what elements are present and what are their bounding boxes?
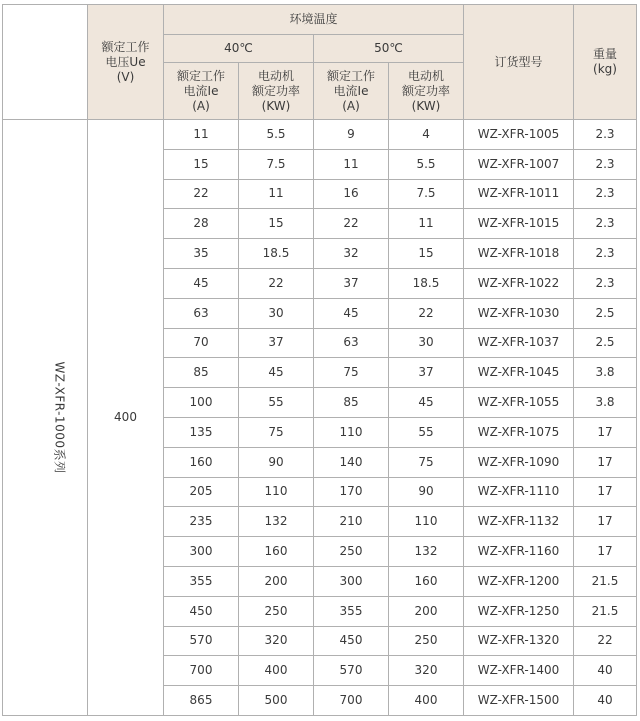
weight-cell: 21.5	[574, 566, 637, 596]
model-cell: WZ-XFR-1132	[464, 507, 574, 537]
weight-cell: 40	[574, 686, 637, 716]
weight-cell: 2.3	[574, 239, 637, 269]
ambient-temp-header	[164, 5, 464, 35]
power-50-cell: 4	[389, 120, 464, 150]
model-cell: WZ-XFR-1007	[464, 149, 574, 179]
current-50-cell: 570	[314, 656, 389, 686]
power-50-cell: 15	[389, 239, 464, 269]
model-cell: WZ-XFR-1011	[464, 179, 574, 209]
model-cell: WZ-XFR-1037	[464, 328, 574, 358]
weight-cell: 40	[574, 656, 637, 686]
weight-cell: 3.8	[574, 358, 637, 388]
weight-cell: 17	[574, 447, 637, 477]
power-50-cell: 132	[389, 537, 464, 567]
model-cell: WZ-XFR-1200	[464, 566, 574, 596]
current-40-cell: 63	[164, 298, 239, 328]
current-40-cell: 28	[164, 209, 239, 239]
current-50-cell: 32	[314, 239, 389, 269]
power-50-cell: 160	[389, 566, 464, 596]
order-no-header	[464, 5, 574, 120]
model-cell: WZ-XFR-1075	[464, 417, 574, 447]
power-50-cell: 30	[389, 328, 464, 358]
power-50-cell: 75	[389, 447, 464, 477]
power-50-cell: 90	[389, 477, 464, 507]
series-header-cell	[3, 5, 88, 120]
power-40-cell: 110	[239, 477, 314, 507]
current-40-cell: 235	[164, 507, 239, 537]
model-cell: WZ-XFR-1055	[464, 388, 574, 418]
table-row	[3, 120, 637, 150]
power-40-cell: 160	[239, 537, 314, 567]
current-50-cell: 11	[314, 149, 389, 179]
current-50-cell: 450	[314, 626, 389, 656]
power-50-cell: 200	[389, 596, 464, 626]
current-50-cell: 700	[314, 686, 389, 716]
model-cell: WZ-XFR-1250	[464, 596, 574, 626]
model-cell: WZ-XFR-1400	[464, 656, 574, 686]
ambient-temp-label: 环境温度	[289, 12, 338, 26]
current-40-cell: 570	[164, 626, 239, 656]
current-50-cell: 16	[314, 179, 389, 209]
power-40-cell: 22	[239, 268, 314, 298]
current-50-cell: 45	[314, 298, 389, 328]
temp-50-header	[314, 35, 464, 63]
current-40-label: 额定工作 电流Ie (A)	[176, 68, 225, 113]
weight-cell: 17	[574, 537, 637, 567]
current-40-cell: 70	[164, 328, 239, 358]
model-cell: WZ-XFR-1500	[464, 686, 574, 716]
power-40-cell: 30	[239, 298, 314, 328]
current-40-cell: 135	[164, 417, 239, 447]
weight-cell: 17	[574, 477, 637, 507]
current-50-cell: 300	[314, 566, 389, 596]
model-cell: WZ-XFR-1320	[464, 626, 574, 656]
voltage-header	[88, 5, 164, 120]
power-50-cell: 18.5	[389, 268, 464, 298]
model-cell: WZ-XFR-1015	[464, 209, 574, 239]
current-50-cell: 9	[314, 120, 389, 150]
power-40-cell: 7.5	[239, 149, 314, 179]
current-50-cell: 37	[314, 268, 389, 298]
current-40-cell: 300	[164, 537, 239, 567]
power-40-cell: 55	[239, 388, 314, 418]
current-40-cell: 700	[164, 656, 239, 686]
weight-cell: 21.5	[574, 596, 637, 626]
current-40-cell: 865	[164, 686, 239, 716]
weight-cell: 3.8	[574, 388, 637, 418]
power-40-label: 电动机 额定功率 (KW)	[251, 68, 300, 113]
current-40-header	[164, 63, 239, 120]
series-cell	[3, 120, 88, 716]
temp-50-label: 50℃	[374, 41, 403, 55]
weight-cell: 2.3	[574, 209, 637, 239]
power-40-cell: 500	[239, 686, 314, 716]
power-50-header	[389, 63, 464, 120]
power-40-cell: 90	[239, 447, 314, 477]
current-40-cell: 85	[164, 358, 239, 388]
power-50-label: 电动机 额定功率 (KW)	[402, 68, 451, 113]
model-cell: WZ-XFR-1160	[464, 537, 574, 567]
current-50-cell: 210	[314, 507, 389, 537]
current-40-cell: 45	[164, 268, 239, 298]
table-body	[3, 120, 637, 716]
current-40-cell: 160	[164, 447, 239, 477]
weight-cell: 2.3	[574, 268, 637, 298]
power-40-cell: 37	[239, 328, 314, 358]
voltage-cell: 400	[88, 120, 164, 716]
temp-40-header	[164, 35, 314, 63]
current-50-label: 额定工作 电流Ie (A)	[326, 68, 375, 113]
current-40-cell: 355	[164, 566, 239, 596]
model-cell: WZ-XFR-1030	[464, 298, 574, 328]
current-50-cell: 170	[314, 477, 389, 507]
weight-cell: 2.3	[574, 179, 637, 209]
weight-cell: 2.3	[574, 120, 637, 150]
weight-cell: 17	[574, 507, 637, 537]
current-50-cell: 22	[314, 209, 389, 239]
model-cell: WZ-XFR-1045	[464, 358, 574, 388]
model-cell: WZ-XFR-1090	[464, 447, 574, 477]
power-40-cell: 400	[239, 656, 314, 686]
power-40-header	[239, 63, 314, 120]
current-50-cell: 75	[314, 358, 389, 388]
power-50-cell: 7.5	[389, 179, 464, 209]
current-50-cell: 250	[314, 537, 389, 567]
current-40-cell: 100	[164, 388, 239, 418]
weight-cell: 2.3	[574, 149, 637, 179]
power-40-cell: 5.5	[239, 120, 314, 150]
power-40-cell: 200	[239, 566, 314, 596]
model-cell: WZ-XFR-1022	[464, 268, 574, 298]
series-label: WZ-XFR-1000系列	[52, 361, 67, 474]
power-50-cell: 55	[389, 417, 464, 447]
power-40-cell: 45	[239, 358, 314, 388]
power-40-cell: 320	[239, 626, 314, 656]
current-40-cell: 450	[164, 596, 239, 626]
model-cell: WZ-XFR-1005	[464, 120, 574, 150]
spec-table	[2, 4, 637, 716]
power-40-cell: 250	[239, 596, 314, 626]
power-40-cell: 15	[239, 209, 314, 239]
voltage-header-label: 额定工作 电压Ue (V)	[101, 39, 150, 84]
weight-cell: 22	[574, 626, 637, 656]
current-40-cell: 15	[164, 149, 239, 179]
power-50-cell: 22	[389, 298, 464, 328]
order-no-label: 订货型号	[494, 54, 543, 69]
power-50-cell: 110	[389, 507, 464, 537]
weight-cell: 17	[574, 417, 637, 447]
model-cell: WZ-XFR-1110	[464, 477, 574, 507]
weight-cell: 2.5	[574, 298, 637, 328]
power-50-cell: 5.5	[389, 149, 464, 179]
temp-40-label: 40℃	[224, 41, 253, 55]
weight-label: 重量 (kg)	[593, 47, 618, 76]
power-40-cell: 75	[239, 417, 314, 447]
current-50-header	[314, 63, 389, 120]
current-50-cell: 355	[314, 596, 389, 626]
power-40-cell: 18.5	[239, 239, 314, 269]
power-50-cell: 11	[389, 209, 464, 239]
table-header	[3, 5, 637, 120]
power-50-cell: 400	[389, 686, 464, 716]
current-40-cell: 11	[164, 120, 239, 150]
model-cell: WZ-XFR-1018	[464, 239, 574, 269]
weight-cell: 2.5	[574, 328, 637, 358]
weight-header	[574, 5, 637, 120]
power-50-cell: 45	[389, 388, 464, 418]
current-50-cell: 140	[314, 447, 389, 477]
power-50-cell: 320	[389, 656, 464, 686]
current-40-cell: 205	[164, 477, 239, 507]
current-50-cell: 63	[314, 328, 389, 358]
power-50-cell: 37	[389, 358, 464, 388]
power-40-cell: 11	[239, 179, 314, 209]
current-50-cell: 110	[314, 417, 389, 447]
current-40-cell: 35	[164, 239, 239, 269]
current-50-cell: 85	[314, 388, 389, 418]
power-40-cell: 132	[239, 507, 314, 537]
power-50-cell: 250	[389, 626, 464, 656]
current-40-cell: 22	[164, 179, 239, 209]
